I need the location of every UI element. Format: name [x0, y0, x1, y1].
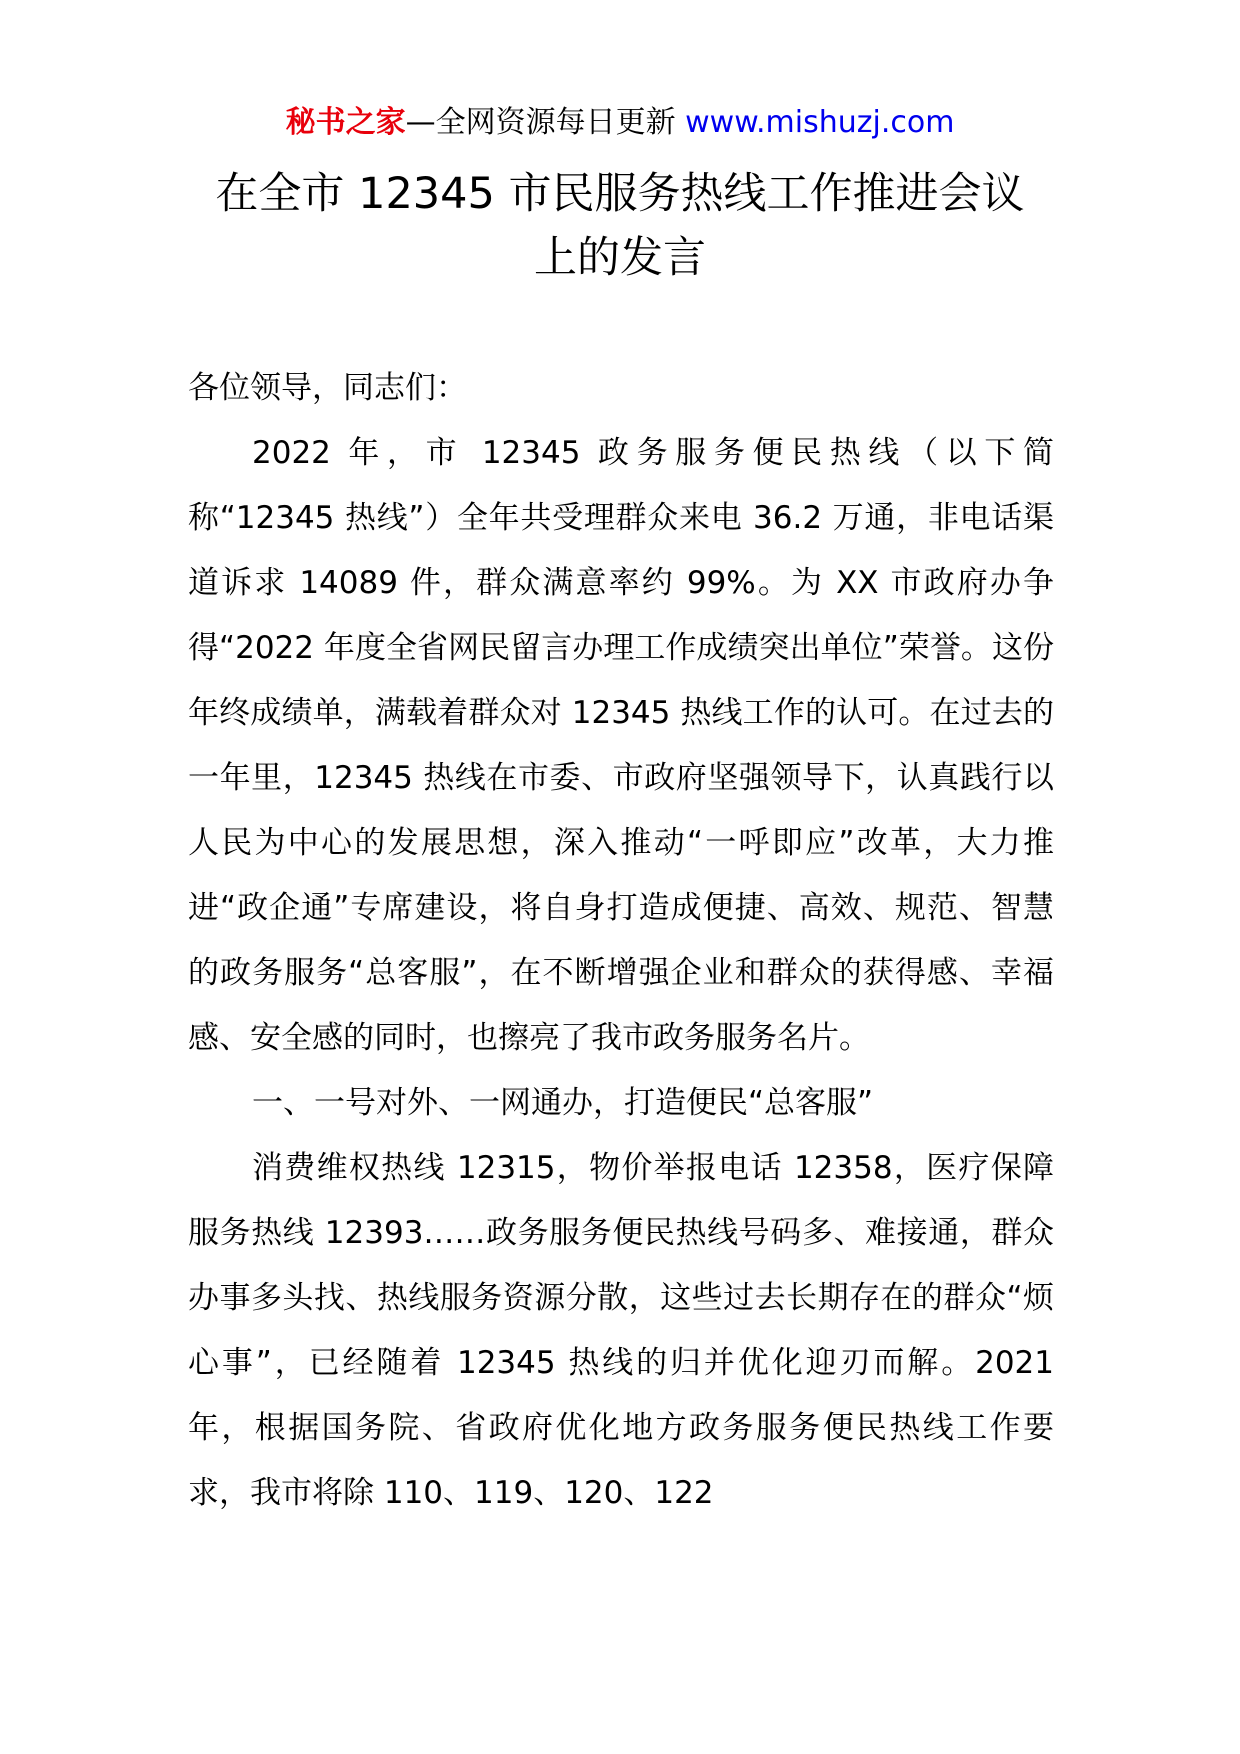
document-body	[188, 356, 1054, 1526]
site-link[interactable]: www.mishuzj.com	[685, 105, 955, 140]
document-title-line-1: 在全市 12345 市民服务热线工作推进会议	[215, 169, 1025, 219]
site-header	[0, 102, 1240, 144]
site-tagline: —全网资源每日更新	[405, 105, 686, 140]
document-title	[0, 162, 1240, 290]
paragraph-intro: 2022 年，市 12345 政务服务便民热线（以下简称“12345 热线”）全年共受理群众来电 36.2 万通，非电话渠道诉求 14089 件，群众满意率约 99%。为 XX 市政府办争得“2022 年度全省网民留言办理工作成绩突出单位”荣誉。这份年终成绩单，满载着群众对 12345 热线工作的认可。在过去的一年里，12345 热线在市委、市政府坚强领导下，认真践行以人民为中心的发展思想，深入推动“一呼即应”改革，大力推进“政企通”专席建设，将自身打造成便捷、高效、规范、智慧的政务服务“总客服”，在不断增强企业和群众的获得感、幸福感、安全感的同时，也擦亮了我市政务服务名片。	[188, 435, 1054, 1056]
document-title-line-2: 上的发言	[534, 233, 706, 283]
site-brand: 秘书之家	[285, 105, 406, 140]
paragraph-section-1: 消费维权热线 12315，物价举报电话 12358，医疗保障服务热线 12393……政务服务便民热线号码多、难接通，群众办事多头找、热线服务资源分散，这些过去长期存在的群众“烦心事”，已经随着 12345 热线的归并优化迎刃而解。2021 年，根据国务院、省政府优化地方政务服务便民热线工作要求，我市将除 110、119、120、122	[188, 1150, 1055, 1511]
salutation: 各位领导，同志们：	[188, 370, 467, 406]
section-heading-1: 一、一号对外、一网通办，打造便民“总客服”	[252, 1085, 874, 1121]
